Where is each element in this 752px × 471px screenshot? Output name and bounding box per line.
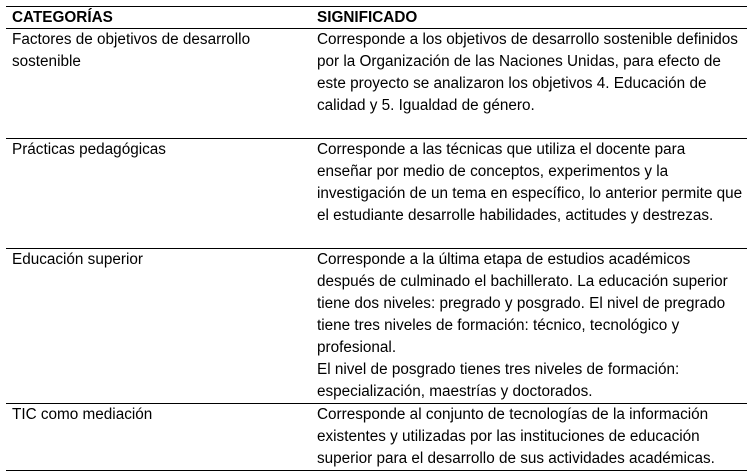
category-cell: Educación superior — [6, 249, 311, 404]
header-significado: SIGNIFICADO — [311, 7, 747, 29]
category-cell: TIC como mediación — [6, 404, 311, 471]
meaning-text: Corresponde a los objetivos de desarrollo sostenible definidos por la Organización de las Naciones Unidas, para efecto de este proyecto se analizaron los objetivos 4. Educación de calidad y 5. Igualdad de género. — [317, 31, 738, 114]
table-row — [6, 139, 747, 249]
meaning-cell — [311, 29, 747, 139]
meaning-cell — [311, 404, 747, 471]
table-row — [6, 249, 747, 404]
category-cell: Factores de objetivos de desarrollo sostenible — [6, 29, 311, 139]
categories-table — [6, 6, 747, 471]
meaning-cell — [311, 139, 747, 249]
table-row — [6, 404, 747, 471]
meaning-text: Corresponde a la última etapa de estudios académicos después de culminado el bachillerato. La educación superior tiene dos niveles: pregrado y posgrado. El nivel de pregrado tiene tres niveles de formación: técnico, tecnológico y profesional. — [317, 251, 728, 356]
header-row — [6, 7, 747, 29]
header-categorias: CATEGORÍAS — [6, 7, 311, 29]
table-header — [6, 7, 747, 29]
meaning-cell — [311, 249, 747, 404]
category-cell: Prácticas pedagógicas — [6, 139, 311, 249]
meaning-text: Corresponde a las técnicas que utiliza el docente para enseñar por medio de conceptos, experimentos y la investigación de un tema en específico, lo anterior permite que el estudiante desarrolle habilidades, actitudes y destrezas. — [317, 141, 743, 224]
table-body — [6, 29, 747, 471]
table-row — [6, 29, 747, 139]
meaning-text: El nivel de posgrado tienes tres niveles de formación: especialización, maestrías y doctorados. — [317, 361, 680, 400]
meaning-text: Corresponde al conjunto de tecnologías de la información existentes y utilizadas por las instituciones de educación superior para el desarrollo de sus actividades académicas. — [317, 406, 715, 467]
